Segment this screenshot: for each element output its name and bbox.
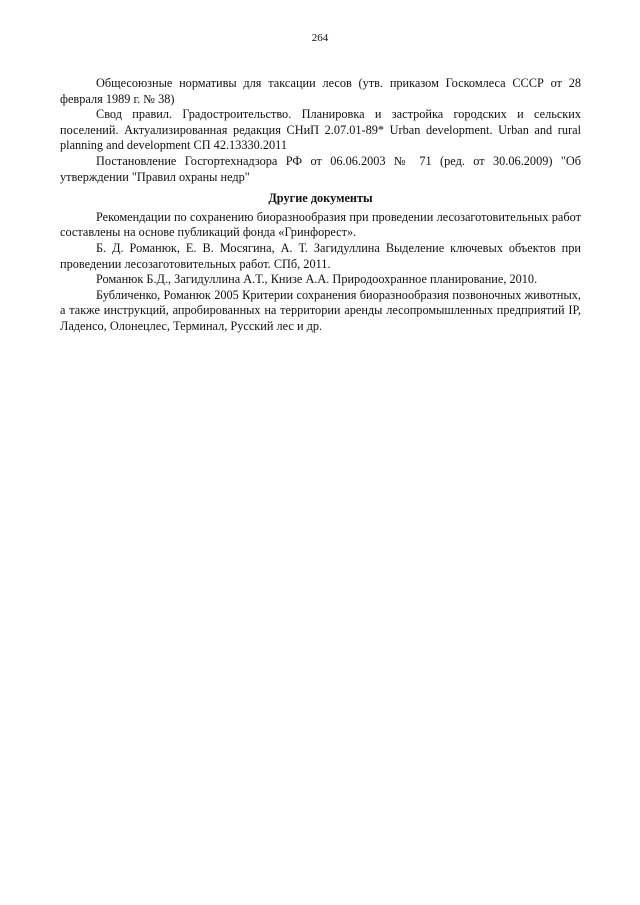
page-number: 264 — [311, 32, 329, 44]
document-paragraph: Бубличенко, Романюк 2005 Критерии сохранения биоразнообразия позвоночных животных, а также инструкций, апробированных на территории аренды лесопромышленных предприятий IP, Ладенсо, Олонецлес, Терминал, Русский лес и др. — [60, 287, 581, 333]
document-paragraph: Рекомендации по сохранению биоразнообразия при проведении лесозаготовительных работ составлены на основе публикаций фонда «Гринфорест». — [60, 209, 581, 240]
document-paragraph: Б. Д. Романюк, Е. В. Мосягина, А. Т. Загидуллина Выделение ключевых объектов при проведении лесозаготовительных работ. СПб, 2011. — [60, 240, 581, 271]
reference-paragraph: Свод правил. Градостроительство. Планировка и застройка городских и сельских поселений. Актуализированная редакция СНиП 2.07.01-89* Urban development. Urban and rural planning and development СП 42.13330.2011 — [60, 107, 581, 153]
document-body — [60, 76, 581, 335]
document-paragraph: Романюк Б.Д., Загидуллина А.Т., Книзе А.А. Природоохранное планирование, 2010. — [96, 272, 538, 287]
reference-paragraph: Постановление Госгортехнадзора РФ от 06.06.2003 № 71 (ред. от 30.06.2009) "Об утверждении "Правил охраны недр" — [60, 153, 581, 184]
section-heading-other-documents: Другие документы — [268, 191, 373, 206]
reference-paragraph: Общесоюзные нормативы для таксации лесов (утв. приказом Госкомлеса СССР от 28 февраля 1989 г. № 38) — [60, 76, 581, 106]
